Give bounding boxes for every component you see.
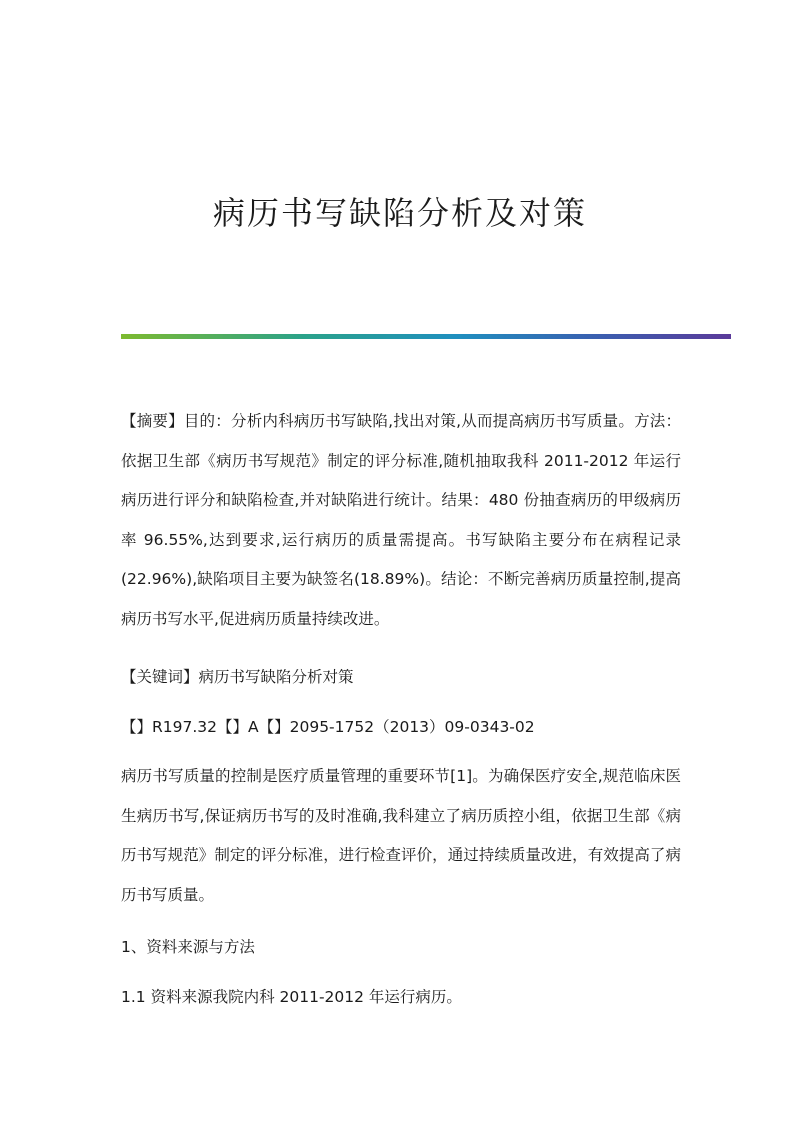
title-divider (121, 334, 731, 339)
section-heading-1-1: 1.1 资料来源我院内科 2011-2012 年运行病历。 (121, 988, 462, 1006)
section-heading-1: 1、资料来源与方法 (121, 938, 255, 956)
keywords-line: 【关键词】病历书写缺陷分析对策 (121, 668, 354, 686)
document-title: 病历书写缺陷分析及对策 (212, 194, 587, 232)
intro-block (121, 757, 681, 915)
classification-line: 【】R197.32【】A【】2095-1752（2013）09-0343-02 (121, 718, 535, 736)
intro-paragraph: 病历书写质量的控制是医疗质量管理的重要环节[1]。为确保医疗安全,规范临床医生病历书写,保证病历书写的及时准确,我科建立了病历质控小组，依据卫生部《病历书写规范》制定的评分标准，进行检查评价，通过持续质量改进，有效提高了病历书写质量。 (121, 767, 681, 904)
abstract-block (121, 402, 681, 639)
abstract-paragraph: 【摘要】目的：分析内科病历书写缺陷,找出对策,从而提高病历书写质量。方法：依据卫生部《病历书写规范》制定的评分标准,随机抽取我科 2011-2012 年运行病历进行评分和缺陷检查,并对缺陷进行统计。结果：480 份抽查病历的甲级病历率 96.55%,达到要求,运行病历的质量需提高。书写缺陷主要分布在病程记录(22.96%),缺陷项目主要为缺签名(18.89%)。结论：不断完善病历质量控制,提高病历书写水平,促进病历质量持续改进。 (121, 412, 681, 628)
